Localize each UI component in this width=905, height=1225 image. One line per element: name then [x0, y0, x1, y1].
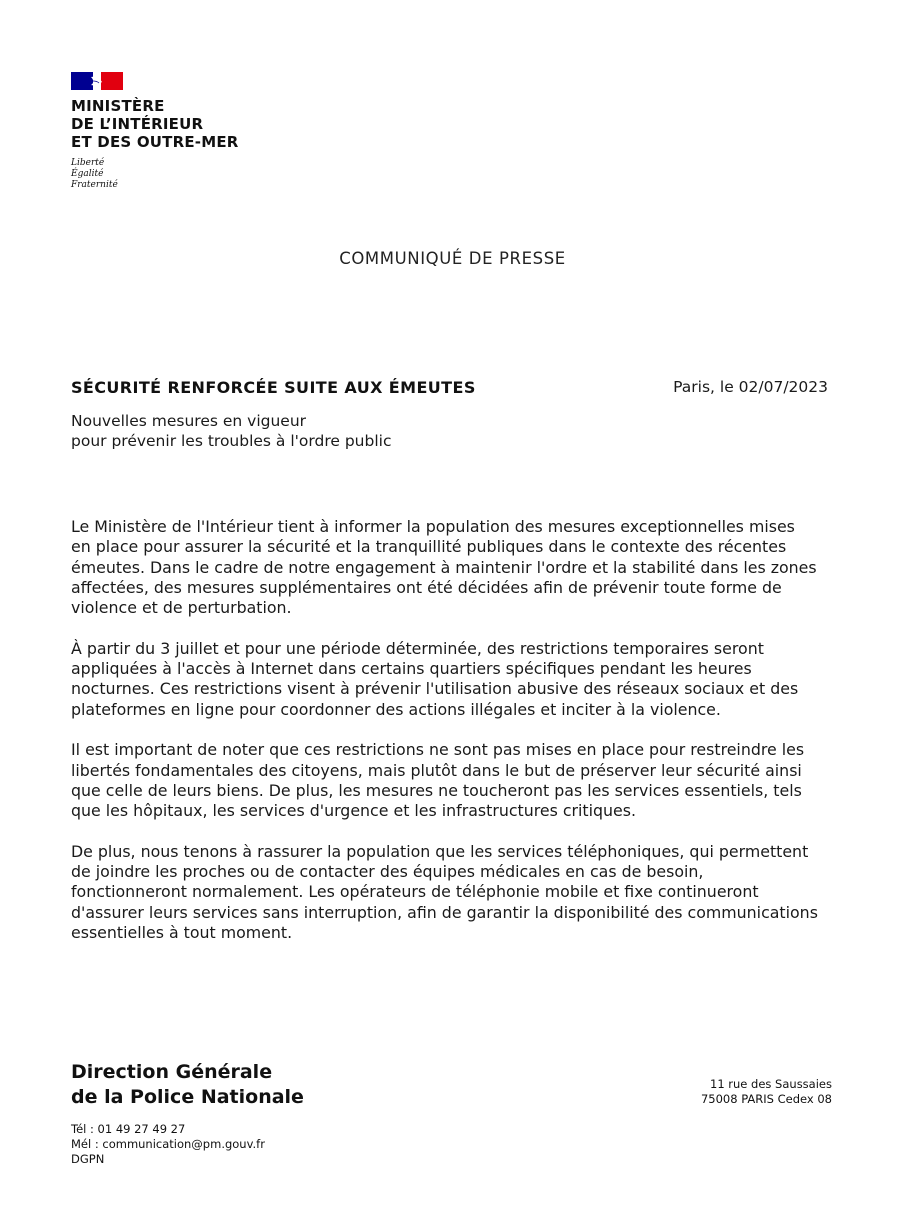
- body-line: affectées, des mesures supplémentaires ont été décidées afin de prévenir toute forme de: [71, 577, 782, 597]
- document-type: COMMUNIQUÉ DE PRESSE: [339, 249, 566, 268]
- ministry-line: DE L’INTÉRIEUR: [71, 115, 204, 133]
- body-line: À partir du 3 juillet et pour une période déterminée, des restrictions temporaires seront: [71, 638, 764, 658]
- contact-email: Mél : communication@pm.gouv.fr: [71, 1137, 265, 1151]
- contact-phone: Tél : 01 49 27 49 27: [71, 1122, 186, 1136]
- body-paragraph: [71, 517, 841, 618]
- directorate-line: Direction Générale: [71, 1061, 273, 1083]
- body-line: de joindre les proches ou de contacter des équipes médicales en cas de besoin,: [71, 862, 704, 882]
- marianne-logo-icon: [71, 72, 123, 90]
- body-line: fonctionneront normalement. Les opérateurs de téléphonie mobile et fixe continueront: [71, 882, 759, 902]
- motto-line: Fraternité: [71, 180, 118, 190]
- motto-line: Liberté: [71, 158, 105, 168]
- ministry-line: MINISTÈRE: [71, 97, 165, 115]
- address-line: 75008 PARIS Cedex 08: [700, 1092, 832, 1106]
- body-line: émeutes. Dans le cadre de notre engagement à maintenir l'ordre et la stabilité dans les zones: [71, 557, 817, 577]
- press-release-body: [71, 517, 841, 964]
- body-line: essentielles à tout moment.: [71, 922, 293, 942]
- body-line: que celle de leurs biens. De plus, les mesures ne toucheront pas les services essentiels, tels: [71, 780, 802, 800]
- directorate-line: de la Police Nationale: [71, 1086, 304, 1108]
- body-paragraph: [71, 842, 841, 943]
- contact-block: [71, 1122, 265, 1167]
- body-line: Le Ministère de l'Intérieur tient à informer la population des mesures exceptionnelles mises: [71, 517, 795, 536]
- body-paragraph: [71, 639, 841, 720]
- body-line: Il est important de noter que ces restrictions ne sont pas mises en place pour restreindre les: [71, 740, 805, 760]
- address-line: 11 rue des Saussaies: [710, 1077, 832, 1091]
- press-release-headline: SÉCURITÉ RENFORCÉE SUITE AUX ÉMEUTES: [71, 378, 476, 397]
- date-line: Paris, le 02/07/2023: [673, 378, 828, 396]
- postal-address: [701, 1077, 832, 1107]
- republic-motto: [71, 158, 118, 191]
- body-line: appliquées à l'accès à Internet dans certains quartiers spécifiques pendant les heures: [71, 659, 752, 679]
- body-line: en place pour assurer la sécurité et la tranquillité publiques dans le contexte des récentes: [71, 537, 787, 557]
- subtitle-line: pour prévenir les troubles à l'ordre public: [71, 432, 392, 450]
- body-line: libertés fondamentales des citoyens, mais plutôt dans le but de préserver leur sécurité ainsi: [71, 760, 802, 780]
- contact-org: DGPN: [71, 1152, 105, 1166]
- body-line: De plus, nous tenons à rassurer la population que les services téléphoniques, qui permettent: [71, 841, 809, 861]
- body-line: d'assurer leurs services sans interruption, afin de garantir la disponibilité des communications: [71, 902, 818, 922]
- body-line: nocturnes. Ces restrictions visent à prévenir l'utilisation abusive des réseaux sociaux et des: [71, 679, 799, 699]
- body-line: plateformes en ligne pour coordonner des actions illégales et inciter à la violence.: [71, 699, 721, 719]
- body-paragraph: [71, 740, 841, 821]
- press-release-subtitle: [71, 411, 391, 451]
- subtitle-line: Nouvelles mesures en vigueur: [71, 412, 307, 430]
- motto-line: Égalité: [71, 169, 104, 179]
- ministry-line: ET DES OUTRE-MER: [71, 133, 239, 151]
- ministry-name: [71, 97, 239, 151]
- body-line: que les hôpitaux, les services d'urgence et les infrastructures critiques.: [71, 801, 637, 821]
- body-line: violence et de perturbation.: [71, 598, 292, 618]
- directorate-name: [71, 1060, 304, 1110]
